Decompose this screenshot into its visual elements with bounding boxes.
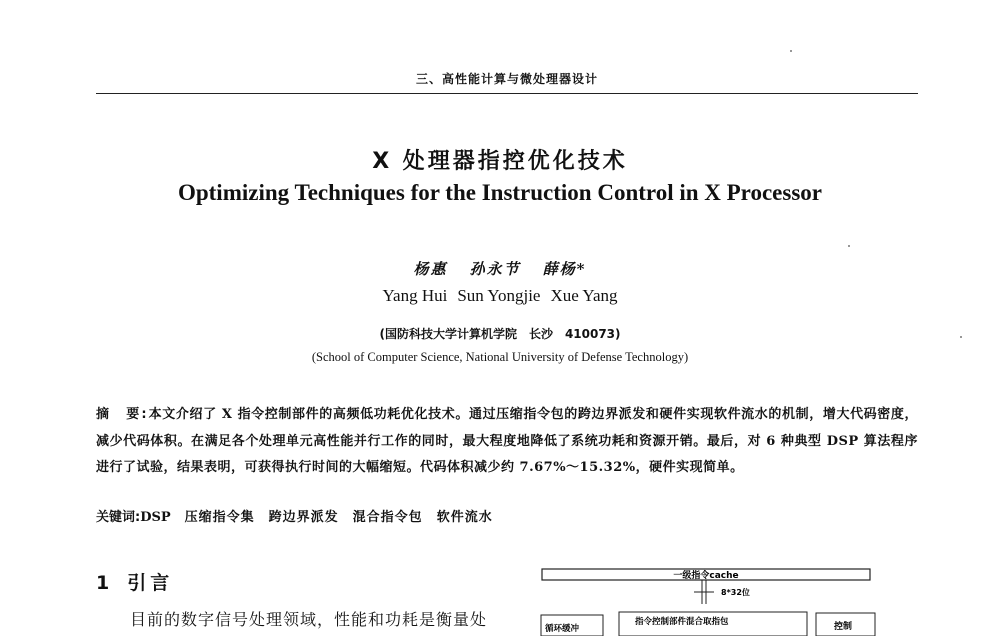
dispatch-label: 指令控制部件混合取指包 <box>635 617 729 627</box>
authors-chinese <box>0 258 1000 279</box>
running-head: 三、高性能计算与微处理器设计 <box>415 72 598 86</box>
keyword-item: 压缩指令集 <box>184 510 255 525</box>
scan-speck <box>960 336 962 338</box>
keyword-item: 混合指令包 <box>352 510 423 525</box>
keyword-item: DSP <box>140 510 171 525</box>
scan-speck <box>790 50 792 52</box>
keywords <box>96 508 918 528</box>
author-en-2: Sun Yongjie <box>457 286 541 305</box>
header-rule <box>96 93 918 94</box>
paper-title-english: Optimizing Techniques for the Instruction Control in X Processor <box>177 180 823 205</box>
author-cn-1: 杨惠 <box>413 260 448 278</box>
abstract-text: 本文介绍了 X 指令控制部件的高频低功耗优化技术。通过压缩指令包的跨边界派发和硬件实现软件流水的机制，增大代码密度，减少代码体积。在满足各个处理单元高性能并行工作的同时，最大程度地降低了系统功耗和资源开销。最后，对 6 种典型 DSP 算法程序进行了试验，结果表明，可获得执行时间的大幅缩短。代码体积减少约 7.67%～15.32%，硬件实现简单。 <box>96 407 919 475</box>
architecture-figure <box>535 566 915 636</box>
section-title: 引言 <box>127 572 174 594</box>
author-en-3: Xue Yang <box>550 286 618 305</box>
section-heading <box>96 568 173 595</box>
author-en-1: Yang Hui <box>382 286 448 305</box>
paper-title-chinese: X 处理器指控优化技术 <box>372 149 628 174</box>
authors-english <box>0 286 1000 306</box>
abstract-label: 摘 要: <box>96 407 149 422</box>
affiliation-chinese: (国防科技大学计算机学院 长沙 410073) <box>379 327 621 341</box>
abstract <box>96 402 918 482</box>
bus-width-label: 8*32位 <box>721 588 750 597</box>
affiliation-english: (School of Computer Science, National University of Defense Technology) <box>311 350 689 364</box>
keyword-item: 软件流水 <box>436 510 493 525</box>
body-text: 目前的数字信号处理领域，性能和功耗是衡量处 <box>130 610 488 629</box>
keyword-item: 跨边界派发 <box>268 510 339 525</box>
section-number: 1 <box>96 572 110 594</box>
loop-buffer-label: 循环缓冲 <box>545 624 580 634</box>
control-label: 控制 <box>834 622 853 632</box>
keywords-label: 关键词: <box>96 510 141 525</box>
scan-speck <box>848 245 850 247</box>
author-cn-3: 薛杨* <box>542 260 587 278</box>
author-cn-2: 孙永节 <box>469 260 521 278</box>
cache-label: 一级指令cache <box>673 571 739 581</box>
